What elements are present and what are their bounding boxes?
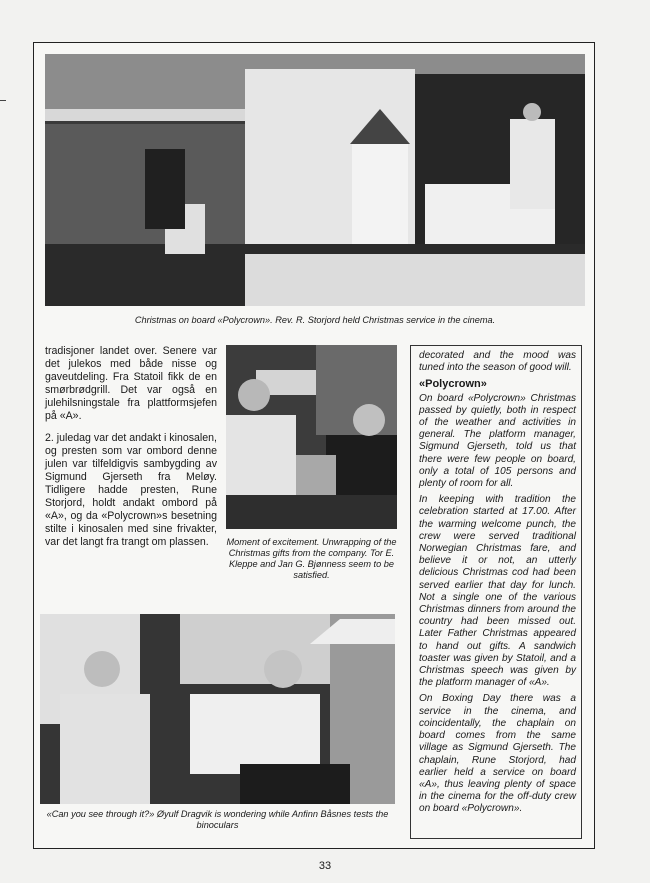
english-paragraph-2: In keeping with tradition the celebration started at 17.00. After the warming welcome punch, the crew were served traditional Norwegian Christmas fare, and believe it or not, an utterly delicious Christmas cod had been served earlier that day for lunch. Not a single one of the various Christmas dinners from around the country had been missed out. Later Father Christmas appeared to hand out gifts. A sandwich toaster was given by Statoil, and a Christmas speech was given by the platform manager of «A». xyxy=(419,494,576,689)
english-text-box xyxy=(410,345,582,839)
margin-mark xyxy=(0,100,6,101)
norwegian-paragraph-1: tradisjoner landet over. Senere var det julekos med både nisse og gaveutdeling. Fra Statoil fikk de en smørbrødgrill. Det var også en julehilsningstale fra plattformsjefen på «A». xyxy=(45,345,217,423)
page-number: 33 xyxy=(318,860,332,872)
photo-christmas-service xyxy=(45,54,585,306)
english-paragraph-3: On Boxing Day there was a service in the cinema, and coincidentally, the chaplain on board comes from the same village as Sigmund Gjerseth. The chaplain, Rune Storjord, had earlier held a service on board «A», thus leaving plenty of space in the cinema for the off-duty crew on board «Polycrown». xyxy=(419,693,576,815)
caption-middle: Moment of excitement. Unwrapping of the Christmas gifts from the company. Tor E. Kleppe and Jan G. Bjønness seem to be satisfied. xyxy=(226,537,397,580)
english-paragraph-1: On board «Polycrown» Christmas passed by quietly, both in respect of the weather and activities in general. The platform manager, Sigmund Gjerseth, told us that there were few people on board, only a total of 105 persons and plenty of room for all. xyxy=(419,392,576,490)
photo-gift-unwrapping xyxy=(226,345,397,529)
norwegian-text xyxy=(45,345,217,557)
photo-binoculars xyxy=(40,614,395,804)
caption-top: Christmas on board «Polycrown». Rev. R. Storjord held Christmas service in the cinema. xyxy=(134,315,496,325)
norwegian-paragraph-2: 2. juledag var det andakt i kinosalen, og presten som var ombord denne julen var tilfeldigvis sambygding av Sigmund Gjerseth fra Meløy. Tidligere hadde presten, Rune Storjord, holdt andakt ombord på «A», og da «Polycrown»s besetning stilte i kinosalen med sine frivakter, var det langt fra trangt om plassen. xyxy=(45,431,217,549)
english-intro: decorated and the mood was tuned into the season of good will. xyxy=(419,350,576,374)
caption-bottom: «Can you see through it?» Øyulf Dragvik is wondering while Anfinn Båsnes tests the binoculars xyxy=(46,809,389,830)
english-heading: «Polycrown» xyxy=(419,378,487,391)
